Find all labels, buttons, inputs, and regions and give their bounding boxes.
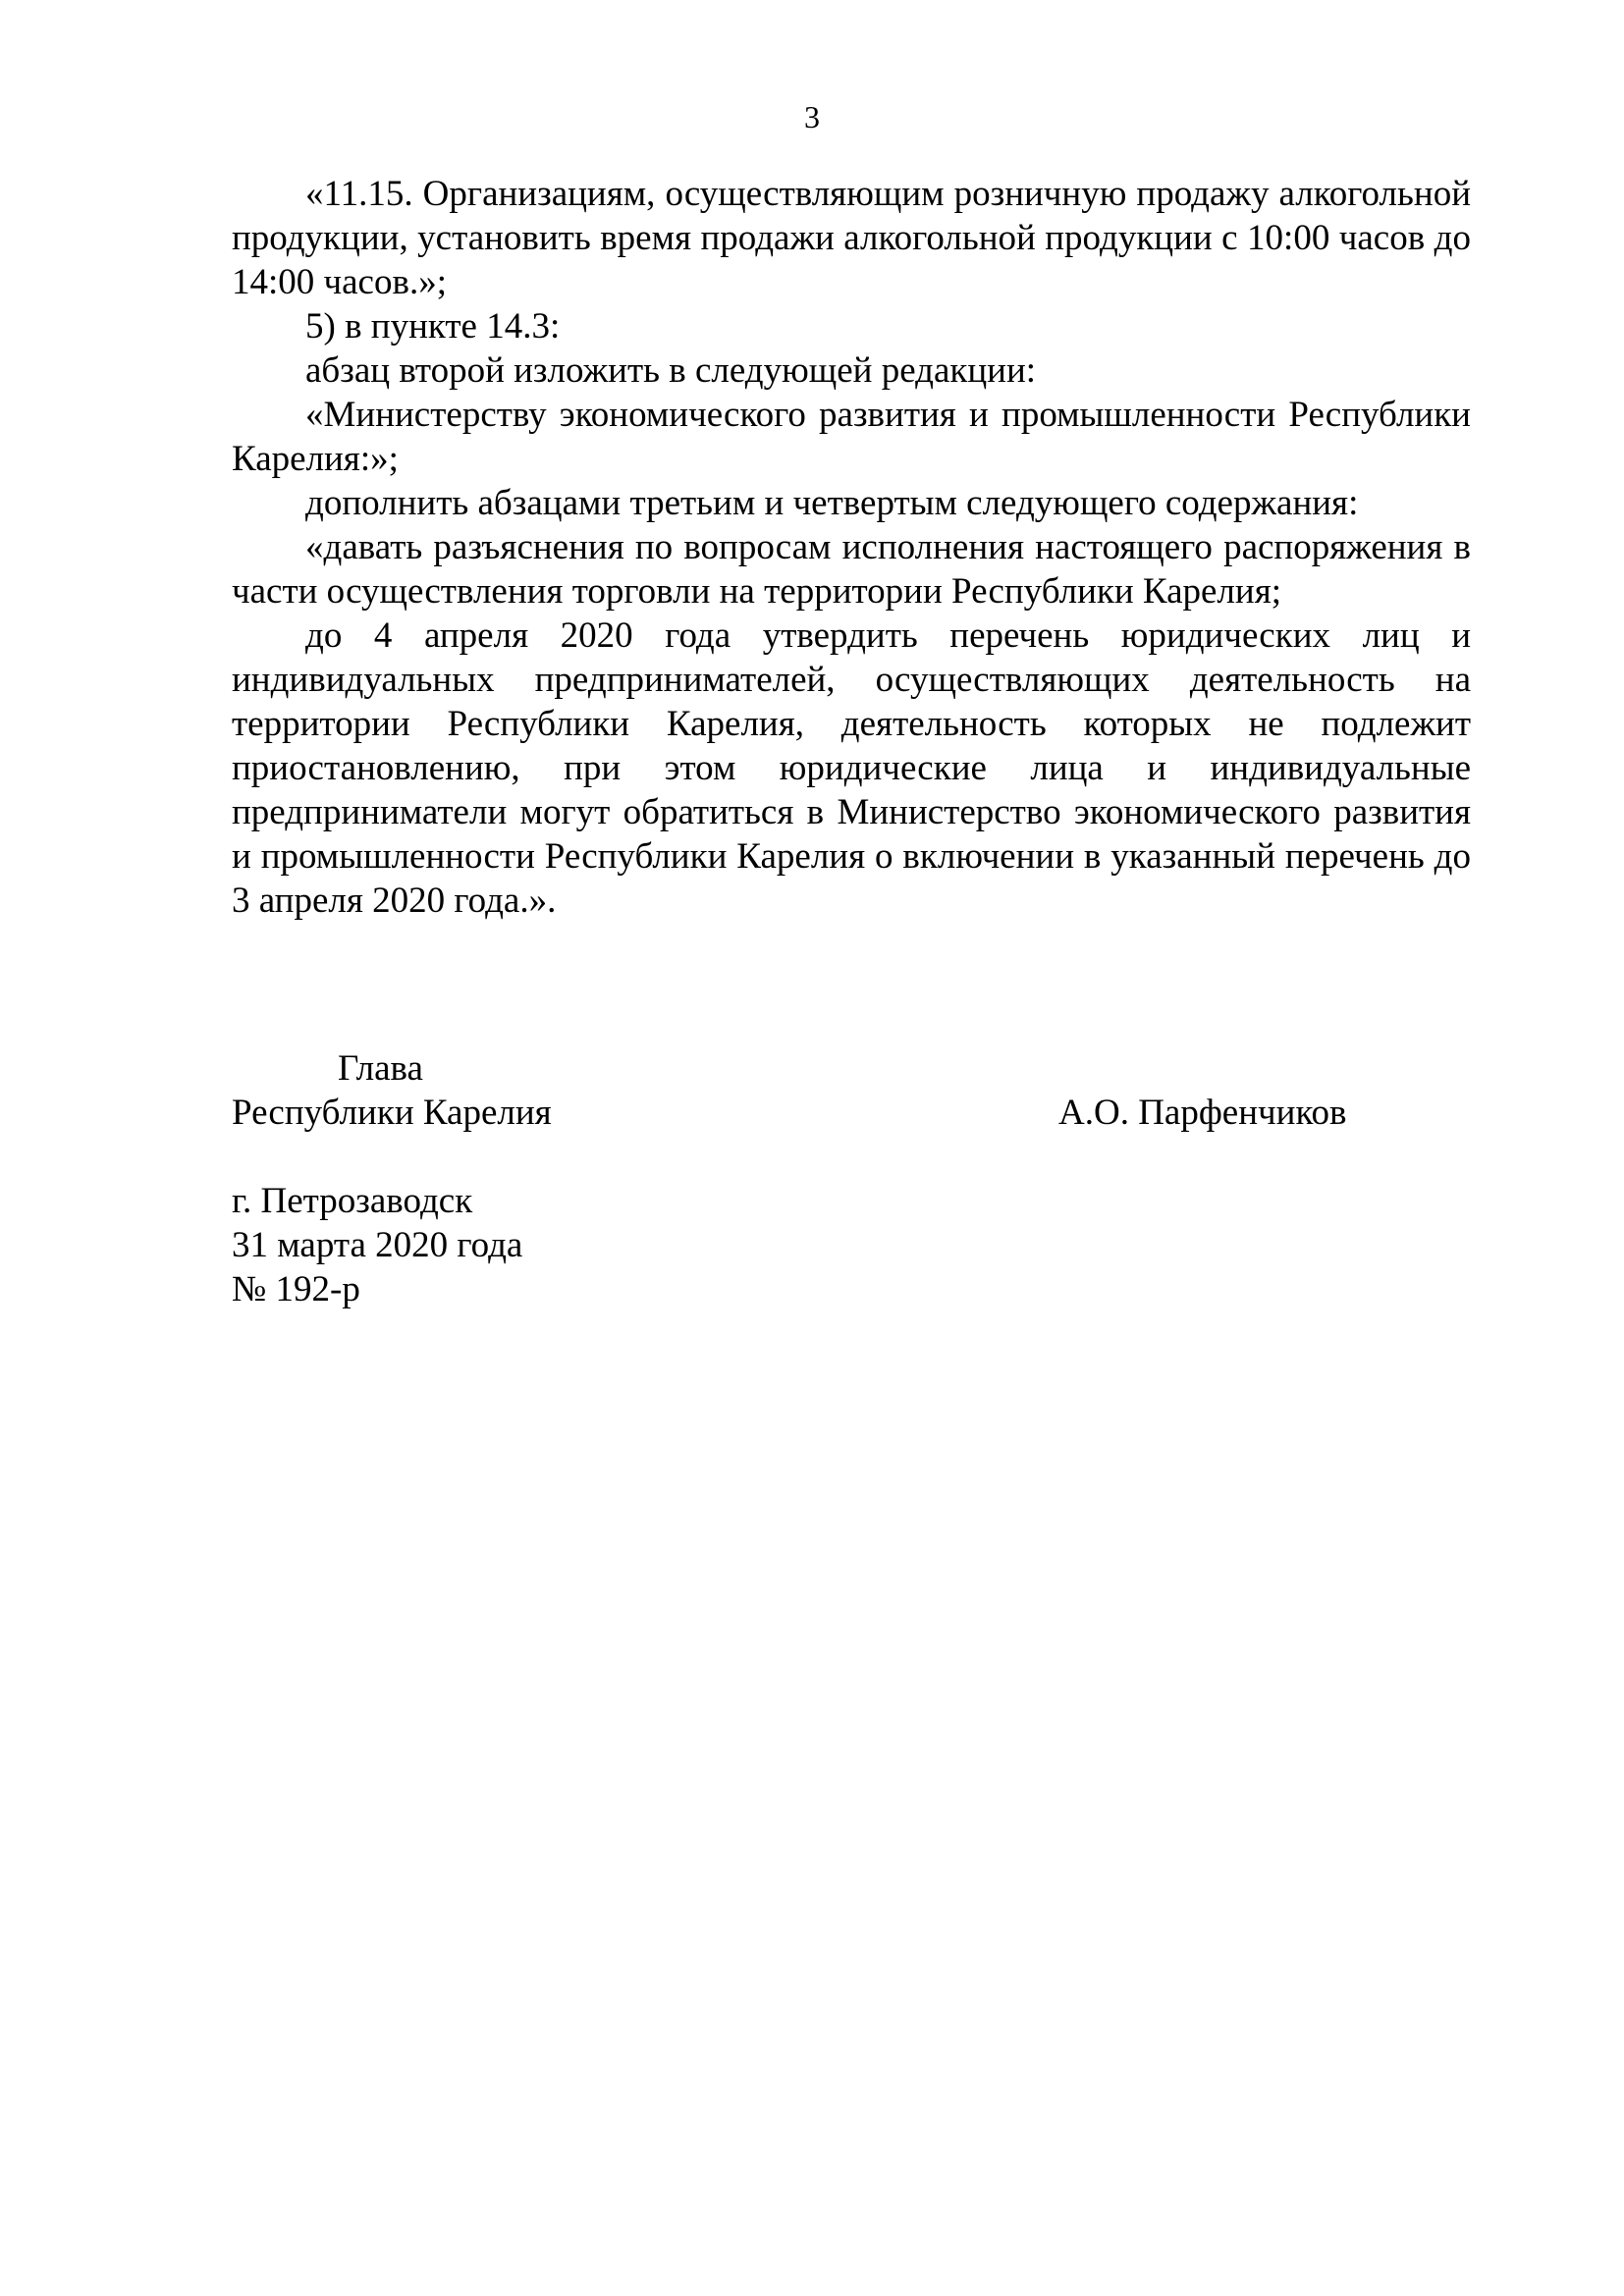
paragraph-11-15: «11.15. Организациям, осуществляющим розничную продажу алкогольной продукции, установить время продажи алкогольной продукции с 10:00 часов до 14:00 часов.»; bbox=[232, 174, 1471, 302]
signatory-name: А.О. Парфенчиков bbox=[1058, 1093, 1347, 1133]
paragraph-abzac-vtoroy: абзац второй изложить в следующей редакции: bbox=[305, 350, 1037, 391]
paragraph-davat: «давать разъяснения по вопросам исполнения настоящего распоряжения в части осуществления торговли на территории Республики Карелия; bbox=[232, 527, 1471, 612]
signature-title: Глава bbox=[338, 1048, 423, 1089]
signature-block bbox=[232, 1046, 1471, 1135]
footer-city: г. Петрозаводск bbox=[232, 1181, 473, 1221]
paragraph-ministry: «Министерству экономического развития и промышленности Республики Карелия:»; bbox=[232, 395, 1471, 479]
paragraph-dopolnit: дополнить абзацами третьим и четвертым следующего содержания: bbox=[305, 483, 1359, 523]
page-number: 3 bbox=[804, 99, 820, 134]
paragraph-do-4-aprelya: до 4 апреля 2020 года утвердить перечень юридических лиц и индивидуальных предпринимателей, осуществляющих деятельность на территории Республики Карелия, деятельность которых не подлежит приостановлению, при этом юридические лица и индивидуальные предприниматели могут обратиться в Министерство экономического развития и промышленности Республики Карелия о включении в указанный перечень до 3 апреля 2020 года.». bbox=[232, 615, 1471, 921]
signature-region: Республики Карелия bbox=[232, 1093, 552, 1133]
document-body bbox=[232, 172, 1471, 923]
footer-date: 31 марта 2020 года bbox=[232, 1225, 523, 1265]
document-footer bbox=[232, 1179, 522, 1311]
paragraph-item-5: 5) в пункте 14.3: bbox=[305, 306, 561, 347]
footer-number: № 192-р bbox=[232, 1269, 360, 1309]
